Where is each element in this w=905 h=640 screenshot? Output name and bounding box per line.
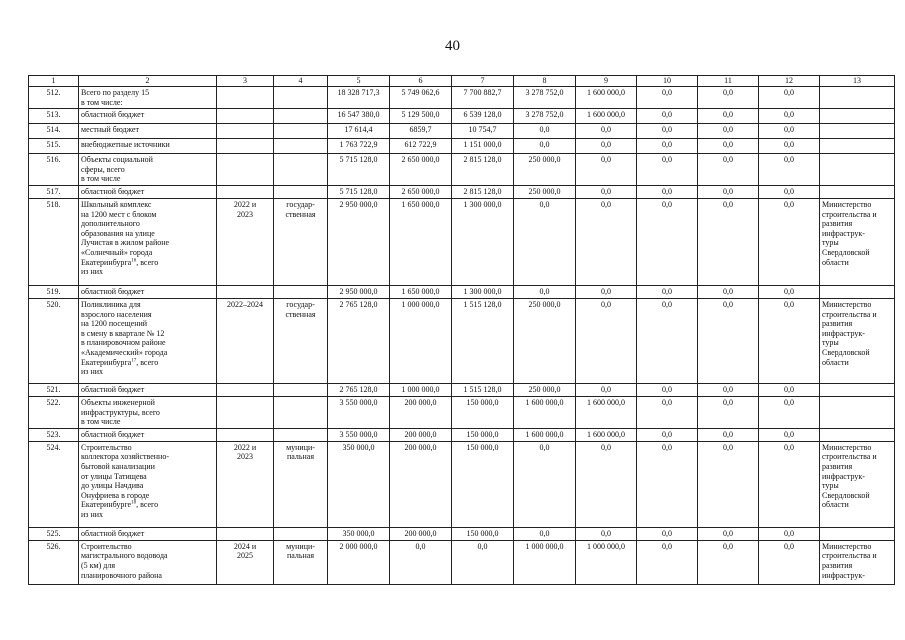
item-ownership [274,185,328,198]
table-row [29,396,895,428]
value-col12: 0,0 [759,540,820,584]
table-row [29,428,895,441]
value-col6: 200 000,0 [390,527,452,540]
value-col12: 0,0 [759,396,820,428]
value-col10: 0,0 [637,124,698,139]
value-col7: 1 515 128,0 [452,383,514,396]
value-col9: 0,0 [576,198,637,285]
responsible-body [820,154,895,186]
value-col6: 200 000,0 [390,428,452,441]
item-name: местный бюджет [79,124,217,139]
page-number: 40 [445,38,460,54]
value-col6: 0,0 [390,540,452,584]
value-col6: 2 650 000,0 [390,154,452,186]
header-cell: 9 [576,76,637,87]
row-number: 515. [29,139,79,154]
value-col5: 2 000 000,0 [328,540,390,584]
value-col12: 0,0 [759,109,820,124]
value-col10: 0,0 [637,428,698,441]
item-years: 2022 и 2023 [217,441,274,527]
value-col9: 1 600 000,0 [576,109,637,124]
item-name-text: Поликлиника для взрослого населения на 1200 посещений в смену в квартале № 12 в планировочном районе «Академический» города Екатеринбурга [81,299,168,367]
value-col8: 0,0 [514,198,576,285]
value-col12: 0,0 [759,383,820,396]
item-years: 2024 и 2025 [217,540,274,584]
table-row [29,154,895,186]
header-cell: 12 [759,76,820,87]
table-row [29,124,895,139]
table-row [29,198,895,285]
value-col9: 0,0 [576,441,637,527]
value-col10: 0,0 [637,396,698,428]
row-number: 514. [29,124,79,139]
table-row [29,285,895,298]
item-years [217,527,274,540]
item-ownership [274,139,328,154]
value-col5: 350 000,0 [328,527,390,540]
table-row [29,527,895,540]
value-col7: 7 700 882,7 [452,87,514,109]
value-col7: 1 151 000,0 [452,139,514,154]
value-col11: 0,0 [698,396,759,428]
value-col12: 0,0 [759,139,820,154]
value-col12: 0,0 [759,285,820,298]
value-col11: 0,0 [698,154,759,186]
value-col10: 0,0 [637,383,698,396]
value-col9: 1 600 000,0 [576,87,637,109]
item-name: Строительство магистрального водовода (5 км) для планировочного района [79,540,217,584]
footnote-ref: 17 [131,357,137,363]
value-col11: 0,0 [698,428,759,441]
value-col5: 350 000,0 [328,441,390,527]
row-number: 512. [29,87,79,109]
value-col8: 250 000,0 [514,154,576,186]
value-col5: 2 765 128,0 [328,383,390,396]
value-col12: 0,0 [759,198,820,285]
footnote-ref: 18 [131,500,137,506]
value-col7: 150 000,0 [452,428,514,441]
header-cell: 2 [79,76,217,87]
item-years: 2022–2024 [217,298,274,383]
value-col5: 2 950 000,0 [328,285,390,298]
value-col6: 1 650 000,0 [390,285,452,298]
header-cell: 3 [217,76,274,87]
responsible-body [820,428,895,441]
responsible-body [820,109,895,124]
item-ownership [274,396,328,428]
value-col12: 0,0 [759,298,820,383]
responsible-body [820,396,895,428]
header-cell: 13 [820,76,895,87]
row-number: 525. [29,527,79,540]
responsible-body [820,124,895,139]
item-name: областной бюджет [79,109,217,124]
value-col9: 1 600 000,0 [576,428,637,441]
row-number: 516. [29,154,79,186]
item-name: Всего по разделу 15 в том числе: [79,87,217,109]
table-row [29,540,895,584]
item-ownership [274,87,328,109]
header-cell: 5 [328,76,390,87]
value-col11: 0,0 [698,185,759,198]
table-row [29,87,895,109]
item-ownership [274,428,328,441]
item-name: областной бюджет [79,285,217,298]
item-name: областной бюджет [79,428,217,441]
item-ownership [274,154,328,186]
item-ownership: муници- пальная [274,540,328,584]
value-col8: 250 000,0 [514,185,576,198]
responsible-body: Министерство строительства и развития инфраструк- [820,540,895,584]
row-number: 524. [29,441,79,527]
header-cell: 11 [698,76,759,87]
item-years: 2022 и 2023 [217,198,274,285]
header-row [29,76,895,87]
row-number: 517. [29,185,79,198]
value-col10: 0,0 [637,198,698,285]
value-col11: 0,0 [698,527,759,540]
item-years [217,154,274,186]
item-name: Объекты социальной сферы, всего в том числе [79,154,217,186]
item-ownership [274,527,328,540]
item-name-text: Строительство коллектора хозяйственно- бытовой канализации от улицы Татищева до улицы Начдива Онуфриева в городе Екатеринбурге [81,442,170,510]
item-name-tail: , всего из них [81,257,159,277]
item-name-tail: , всего из них [81,357,159,377]
value-col8: 0,0 [514,285,576,298]
row-number: 521. [29,383,79,396]
header-cell: 1 [29,76,79,87]
budget-table [28,75,895,585]
item-ownership: государ- ственная [274,298,328,383]
value-col11: 0,0 [698,87,759,109]
value-col8: 0,0 [514,124,576,139]
value-col6: 612 722,9 [390,139,452,154]
value-col10: 0,0 [637,109,698,124]
row-number: 519. [29,285,79,298]
value-col7: 0,0 [452,540,514,584]
value-col5: 1 763 722,9 [328,139,390,154]
responsible-body [820,527,895,540]
value-col9: 0,0 [576,139,637,154]
value-col9: 0,0 [576,124,637,139]
item-years [217,87,274,109]
value-col5: 3 550 000,0 [328,428,390,441]
value-col10: 0,0 [637,527,698,540]
value-col8: 1 600 000,0 [514,396,576,428]
value-col10: 0,0 [637,441,698,527]
value-col11: 0,0 [698,298,759,383]
value-col10: 0,0 [637,298,698,383]
value-col12: 0,0 [759,185,820,198]
responsible-body [820,87,895,109]
item-ownership: государ- ственная [274,198,328,285]
value-col9: 0,0 [576,298,637,383]
item-ownership [274,124,328,139]
value-col5: 18 328 717,3 [328,87,390,109]
value-col11: 0,0 [698,540,759,584]
row-number: 513. [29,109,79,124]
row-number: 523. [29,428,79,441]
value-col9: 0,0 [576,527,637,540]
responsible-body [820,139,895,154]
value-col10: 0,0 [637,285,698,298]
value-col8: 250 000,0 [514,383,576,396]
value-col5: 16 547 380,0 [328,109,390,124]
value-col5: 17 614,4 [328,124,390,139]
item-years [217,383,274,396]
value-col11: 0,0 [698,109,759,124]
responsible-body [820,185,895,198]
value-col9: 0,0 [576,285,637,298]
value-col7: 10 754,7 [452,124,514,139]
value-col8: 3 278 752,0 [514,109,576,124]
value-col8: 1 000 000,0 [514,540,576,584]
header-cell: 6 [390,76,452,87]
row-number: 518. [29,198,79,285]
value-col6: 6859,7 [390,124,452,139]
value-col10: 0,0 [637,154,698,186]
table-row [29,383,895,396]
row-number: 526. [29,540,79,584]
value-col6: 200 000,0 [390,441,452,527]
value-col9: 1 600 000,0 [576,396,637,428]
value-col10: 0,0 [637,139,698,154]
header-cell: 4 [274,76,328,87]
item-name: Объекты инженерной инфраструктуры, всего в том числе [79,396,217,428]
item-ownership [274,109,328,124]
item-years [217,428,274,441]
value-col11: 0,0 [698,198,759,285]
value-col11: 0,0 [698,285,759,298]
item-name [79,298,217,383]
responsible-body [820,285,895,298]
value-col7: 150 000,0 [452,527,514,540]
item-name: внебюджетные источники [79,139,217,154]
item-name [79,198,217,285]
value-col8: 0,0 [514,441,576,527]
value-col11: 0,0 [698,139,759,154]
item-name: областной бюджет [79,527,217,540]
item-years [217,109,274,124]
value-col9: 0,0 [576,154,637,186]
value-col12: 0,0 [759,527,820,540]
item-years [217,396,274,428]
value-col5: 5 715 128,0 [328,185,390,198]
responsible-body: Министерство строительства и развития инфраструк- туры Свердловской области [820,198,895,285]
value-col8: 0,0 [514,139,576,154]
value-col7: 6 539 128,0 [452,109,514,124]
value-col6: 1 000 000,0 [390,298,452,383]
table-row [29,109,895,124]
value-col10: 0,0 [637,87,698,109]
value-col7: 150 000,0 [452,396,514,428]
value-col6: 1 000 000,0 [390,383,452,396]
value-col5: 2 765 128,0 [328,298,390,383]
item-years [217,139,274,154]
value-col7: 1 515 128,0 [452,298,514,383]
item-years [217,285,274,298]
value-col10: 0,0 [637,185,698,198]
header-cell: 7 [452,76,514,87]
footnote-ref: 16 [131,257,137,263]
value-col6: 2 650 000,0 [390,185,452,198]
item-name [79,441,217,527]
table-row [29,185,895,198]
value-col12: 0,0 [759,441,820,527]
table-row [29,139,895,154]
value-col6: 200 000,0 [390,396,452,428]
value-col8: 1 600 000,0 [514,428,576,441]
value-col8: 0,0 [514,527,576,540]
responsible-body: Министерство строительства и развития инфраструк- туры Свердловской области [820,298,895,383]
item-ownership [274,383,328,396]
item-name-tail: , всего из них [81,500,159,519]
table-row [29,441,895,527]
value-col6: 5 129 500,0 [390,109,452,124]
value-col12: 0,0 [759,428,820,441]
value-col5: 3 550 000,0 [328,396,390,428]
value-col9: 0,0 [576,383,637,396]
value-col11: 0,0 [698,383,759,396]
value-col12: 0,0 [759,87,820,109]
item-years [217,185,274,198]
responsible-body [820,383,895,396]
table-row [29,298,895,383]
value-col7: 1 300 000,0 [452,285,514,298]
value-col5: 2 950 000,0 [328,198,390,285]
value-col8: 3 278 752,0 [514,87,576,109]
value-col5: 5 715 128,0 [328,154,390,186]
value-col7: 1 300 000,0 [452,198,514,285]
header-cell: 10 [637,76,698,87]
item-years [217,124,274,139]
header-cell: 8 [514,76,576,87]
value-col12: 0,0 [759,124,820,139]
value-col11: 0,0 [698,124,759,139]
item-ownership [274,285,328,298]
value-col12: 0,0 [759,154,820,186]
item-name: областной бюджет [79,383,217,396]
item-name: областной бюджет [79,185,217,198]
value-col6: 5 749 062,6 [390,87,452,109]
value-col10: 0,0 [637,540,698,584]
value-col9: 1 000 000,0 [576,540,637,584]
row-number: 520. [29,298,79,383]
value-col9: 0,0 [576,185,637,198]
value-col11: 0,0 [698,441,759,527]
value-col7: 150 000,0 [452,441,514,527]
item-ownership: муници- пальная [274,441,328,527]
row-number: 522. [29,396,79,428]
value-col8: 250 000,0 [514,298,576,383]
value-col7: 2 815 128,0 [452,185,514,198]
value-col7: 2 815 128,0 [452,154,514,186]
value-col6: 1 650 000,0 [390,198,452,285]
responsible-body: Министерство строительства и развития инфраструк- туры Свердловской области [820,441,895,527]
item-name-text: Школьный комплекс на 1200 мест с блоком дополнительного образования на улице Лучистая в жилом районе «Солнечный» города Екатеринбурга [81,199,170,267]
